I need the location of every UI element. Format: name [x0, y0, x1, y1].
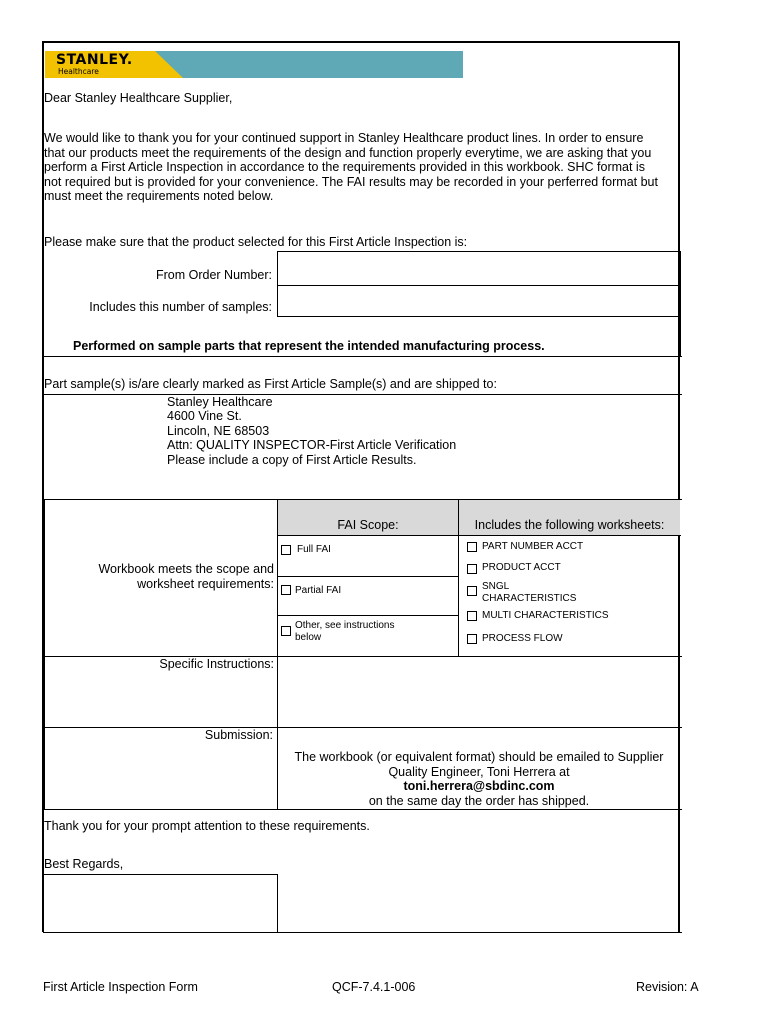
part-number-acct-checkbox[interactable] [467, 542, 477, 552]
process-flow-checkbox[interactable] [467, 634, 477, 644]
fai-scope-header: FAI Scope: [337, 518, 399, 532]
scope-label-line: Workbook meets the scope and [98, 562, 274, 576]
shipping-intro: Part sample(s) is/are clearly marked as First Article Sample(s) and are shipped to: [44, 377, 497, 391]
divider [44, 356, 682, 357]
part-number-acct-label: PART NUMBER ACCT [482, 541, 584, 552]
address-line: Stanley Healthcare [167, 395, 273, 409]
samples-label: Includes this number of samples: [89, 300, 272, 314]
process-flow-label: PROCESS FLOW [482, 633, 563, 644]
contact-email: toni.herrera@sbdinc.com [403, 779, 555, 794]
address-line: Attn: QUALITY INSPECTOR-First Article Verification [167, 438, 457, 453]
submission-text [278, 750, 680, 808]
sngl-characteristics-checkbox[interactable] [467, 586, 477, 596]
specific-instructions-input[interactable] [279, 658, 679, 726]
samples-input[interactable] [277, 286, 681, 317]
footer-form-title: First Article Inspection Form [43, 980, 198, 994]
full-fai-checkbox[interactable] [281, 545, 291, 555]
other-checkbox[interactable] [281, 626, 291, 636]
footer-revision: Revision: A [636, 980, 699, 994]
divider [680, 317, 681, 357]
performed-note: Performed on sample parts that represent the intended manufacturing process. [73, 339, 545, 353]
product-acct-checkbox[interactable] [467, 564, 477, 574]
order-number-input[interactable] [277, 251, 681, 286]
product-acct-label: PRODUCT ACCT [482, 562, 561, 573]
sngl-characteristics-label [482, 581, 576, 604]
footer-form-code: QCF-7.4.1-006 [332, 980, 416, 994]
address-line: Please include a copy of First Article Results. [167, 452, 417, 467]
divider [277, 932, 682, 933]
sngl-line: CHARACTERISTICS [482, 592, 577, 604]
submission-line: The workbook (or equivalent format) should be emailed to Supplier [294, 750, 664, 764]
other-label-line: Other, see instructions [295, 620, 395, 631]
intro-line: not required but is provided for your convenience. The FAI results may be recorded in your perferred format but [44, 174, 658, 189]
divider [277, 535, 681, 536]
partial-fai-label: Partial FAI [295, 585, 342, 596]
scope-label-line: worksheet requirements: [137, 576, 274, 591]
multi-characteristics-checkbox[interactable] [467, 611, 477, 621]
full-fai-label: Full FAI [297, 544, 331, 555]
other-label [295, 620, 395, 644]
stanley-logo: STANLEY. [56, 52, 133, 68]
greeting: Dear Stanley Healthcare Supplier, [44, 91, 233, 105]
multi-characteristics-label: MULTI CHARACTERISTICS [482, 610, 609, 621]
divider [277, 615, 458, 616]
intro-line: that our products meet the requirements of the design and function properly everytime, we are asking that you [44, 145, 652, 160]
address-line: Lincoln, NE 68503 [167, 423, 270, 438]
closing-text: Thank you for your prompt attention to these requirements. [44, 819, 370, 833]
scope-row-label [44, 562, 274, 591]
submission-line: on the same day the order has shipped. [368, 793, 590, 808]
divider [277, 576, 458, 577]
product-prompt: Please make sure that the product selected for this First Article Inspection is: [44, 235, 468, 249]
intro-paragraph [44, 131, 658, 204]
divider [44, 809, 682, 810]
intro-line: perform a First Article Inspection in accordance to the requirements provided in this workbook. SHC format is [44, 160, 645, 175]
address-line: 4600 Vine St. [167, 409, 242, 424]
specific-instructions-label: Specific Instructions: [159, 657, 274, 671]
worksheets-header: Includes the following worksheets: [474, 518, 665, 532]
other-label-line: below [295, 632, 322, 643]
submission-label: Submission: [204, 728, 273, 742]
sngl-line: SNGL [482, 581, 510, 592]
signature-box[interactable] [43, 874, 278, 933]
partial-fai-checkbox[interactable] [281, 585, 291, 595]
header-banner [45, 51, 463, 78]
intro-line: We would like to thank you for your continued support in Stanley Healthcare product lines. In order to ensure [44, 131, 644, 145]
order-number-label: From Order Number: [156, 268, 272, 282]
logo-subtitle: Healthcare [58, 67, 99, 76]
regards-text: Best Regards, [44, 857, 124, 871]
shipping-address [167, 395, 456, 467]
submission-line: Quality Engineer, Toni Herrera at [388, 764, 570, 779]
intro-line: must meet the requirements noted below. [44, 189, 274, 204]
